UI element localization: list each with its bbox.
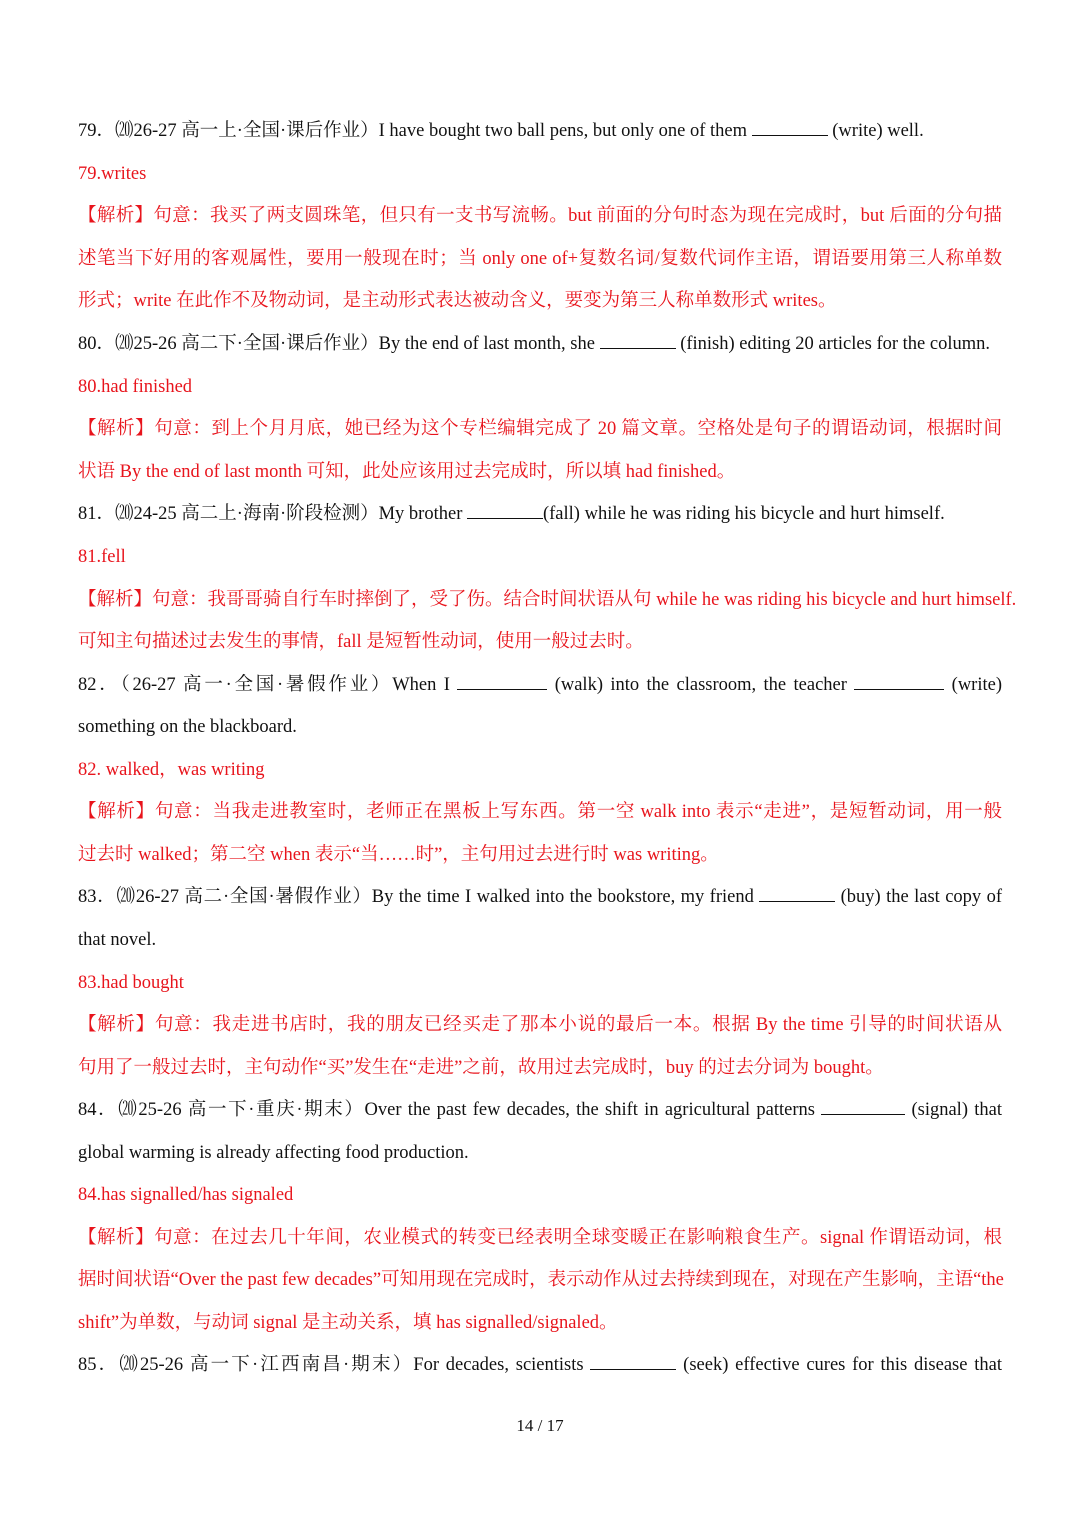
- question-82-line-2: something on the blackboard.: [78, 717, 297, 737]
- answer-84: 84.has signalled/has signaled: [78, 1185, 294, 1205]
- answer-blank: [854, 675, 944, 690]
- question-85-line-1: 85．⒇25-26 高一下·江西南昌·期末）For decades, scientists (seek) effective cures for this disease that: [78, 1355, 1002, 1375]
- answer-80: 80.had finished: [78, 377, 193, 397]
- explanation-79-line-2: 述笔当下好用的客观属性，要用一般现在时；当 only one of+复数名词/复数代词作主语，谓语要用第三人称单数: [78, 249, 1002, 269]
- question-82-line-1: 82．（26-27 高一·全国·暑假作业）When I (walk) into the classroom, the teacher (write): [78, 675, 1002, 695]
- question-80: 80．⒇25-26 高二下·全国·课后作业）By the end of last month, she (finish) editing 20 articles for the column.: [78, 334, 990, 354]
- question-84-line-1: 84．⒇25-26 高一下·重庆·期末）Over the past few decades, the shift in agricultural patterns (signal) that: [78, 1100, 1002, 1120]
- question-83-line-2: that novel.: [78, 930, 157, 950]
- answer-79: 79.writes: [78, 164, 147, 184]
- answer-blank: [759, 887, 835, 902]
- explanation-79-line-3: 形式；write 在此作不及物动词，是主动形式表达被动含义，要变为第三人称单数形式 writes。: [78, 291, 837, 311]
- explanation-84-line-1: 【解析】句意：在过去几十年间，农业模式的转变已经表明全球变暖正在影响粮食生产。signal 作谓语动词，根: [78, 1228, 1002, 1248]
- answer-blank: [752, 121, 828, 136]
- answer-blank: [821, 1100, 905, 1115]
- answer-blank: [600, 334, 676, 349]
- explanation-82-line-2: 过去时 walked；第二空 when 表示“当……时”，主句用过去进行时 was writing。: [78, 845, 719, 865]
- question-79: 79．⒇26-27 高一上·全国·课后作业）I have bought two ball pens, but only one of them (write) well.: [78, 121, 924, 141]
- answer-blank: [467, 504, 543, 519]
- page-number: 14 / 17: [516, 1416, 564, 1435]
- explanation-81-line-1: 【解析】句意：我哥哥骑自行车时摔倒了，受了伤。结合时间状语从句 while he was riding his bicycle and hurt himself.: [78, 590, 1017, 610]
- answer-83: 83.had bought: [78, 973, 184, 993]
- question-84-line-2: global warming is already affecting food production.: [78, 1143, 469, 1163]
- explanation-79-line-1: 【解析】句意：我买了两支圆珠笔，但只有一支书写流畅。but 前面的分句时态为现在完成时，but 后面的分句描: [78, 206, 1002, 226]
- explanation-83-line-2: 句用了一般过去时，主句动作“买”发生在“走进”之前，故用过去完成时，buy 的过去分词为 bought。: [78, 1058, 884, 1078]
- answer-81: 81.fell: [78, 547, 126, 567]
- answer-blank: [590, 1355, 676, 1370]
- explanation-83-line-1: 【解析】句意：我走进书店时，我的朋友已经买走了那本小说的最后一本。根据 By the time 引导的时间状语从: [78, 1015, 1002, 1035]
- explanation-84-line-3: shift”为单数，与动词 signal 是主动关系，填 has signalled/signaled。: [78, 1313, 618, 1333]
- explanation-82-line-1: 【解析】句意：当我走进教室时，老师正在黑板上写东西。第一空 walk into 表示“走进”，是短暂动词，用一般: [78, 802, 1002, 822]
- explanation-80-line-1: 【解析】句意：到上个月月底，她已经为这个专栏编辑完成了 20 篇文章。空格处是句子的谓语动词，根据时间: [78, 419, 1002, 439]
- explanation-84-line-2: 据时间状语“Over the past few decades”可知用现在完成时，表示动作从过去持续到现在，对现在产生影响，主语“the: [78, 1270, 1004, 1290]
- question-81: 81．⒇24-25 高二上·海南·阶段检测）My brother (fall) while he was riding his bicycle and hurt himself.: [78, 504, 945, 524]
- explanation-80-line-2: 状语 By the end of last month 可知，此处应该用过去完成时，所以填 had finished。: [78, 462, 736, 482]
- answer-82: 82. walked，was writing: [78, 760, 265, 780]
- question-83-line-1: 83．⒇26-27 高二·全国·暑假作业）By the time I walked into the bookstore, my friend (buy) the last copy of: [78, 887, 1002, 907]
- answer-blank: [457, 675, 547, 690]
- explanation-81-line-2: 可知主句描述过去发生的事情，fall 是短暂性动词，使用一般过去时。: [78, 632, 644, 652]
